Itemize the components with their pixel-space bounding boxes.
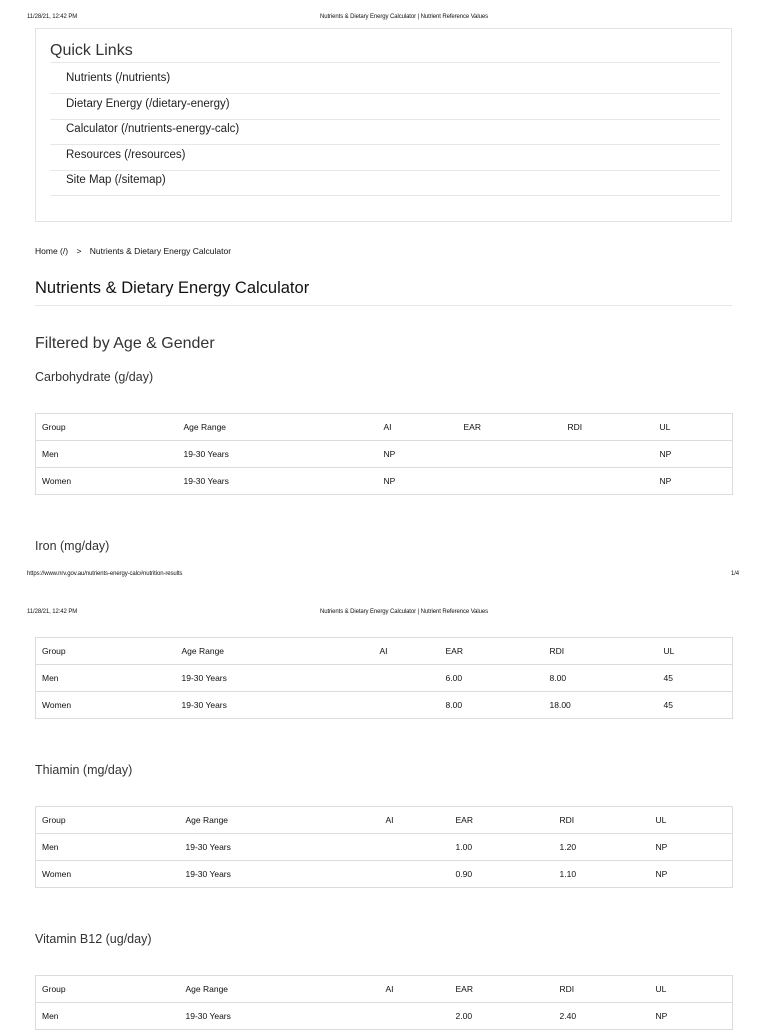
table-cell: Men bbox=[36, 1003, 180, 1030]
quick-link-resources[interactable]: Resources (/resources) bbox=[66, 149, 186, 161]
table-cell: 8.00 bbox=[544, 665, 658, 692]
column-header-group: Group bbox=[36, 976, 180, 1003]
table-cell: 19-30 Years bbox=[178, 468, 378, 495]
breadcrumb bbox=[35, 246, 237, 256]
column-header-rdi: RDI bbox=[562, 414, 654, 441]
table-cell: 1.20 bbox=[554, 834, 650, 861]
breadcrumb-home-link[interactable]: Home (/) bbox=[35, 246, 69, 256]
nutrient-table-carbohydrate bbox=[35, 413, 733, 495]
print-doc-title: Nutrients & Dietary Energy Calculator | Nutrient Reference Values bbox=[320, 609, 489, 615]
divider bbox=[50, 93, 720, 94]
column-header-ear: EAR bbox=[450, 807, 554, 834]
table-cell: Men bbox=[36, 834, 180, 861]
table-cell: NP bbox=[378, 468, 458, 495]
column-header-ear: EAR bbox=[450, 976, 554, 1003]
table-cell: NP bbox=[650, 861, 733, 888]
table-cell bbox=[458, 441, 562, 468]
table-cell: Men bbox=[36, 665, 176, 692]
table-cell: 19-30 Years bbox=[178, 441, 378, 468]
page-title: Nutrients & Dietary Energy Calculator bbox=[35, 279, 310, 297]
table-cell: NP bbox=[378, 441, 458, 468]
table-row bbox=[36, 692, 733, 719]
table-row bbox=[36, 468, 733, 495]
quick-links-title: Quick Links bbox=[50, 42, 133, 59]
table-cell: Women bbox=[36, 861, 180, 888]
column-header-ear: EAR bbox=[458, 414, 562, 441]
table-cell bbox=[562, 468, 654, 495]
column-header-ai: AI bbox=[380, 807, 450, 834]
table-cell: 1.10 bbox=[554, 861, 650, 888]
divider bbox=[50, 144, 720, 145]
column-header-ear: EAR bbox=[440, 638, 544, 665]
table-header-row bbox=[36, 976, 733, 1003]
column-header-rdi: RDI bbox=[544, 638, 658, 665]
table-cell: 19-30 Years bbox=[180, 861, 380, 888]
divider bbox=[50, 119, 720, 120]
nutrient-table-iron bbox=[35, 637, 733, 719]
table-cell: 1.00 bbox=[450, 834, 554, 861]
table-cell bbox=[458, 468, 562, 495]
table-row bbox=[36, 861, 733, 888]
nutrient-heading-carbohydrate: Carbohydrate (g/day) bbox=[35, 370, 154, 384]
column-header-rdi: RDI bbox=[554, 976, 650, 1003]
table-cell: 6.00 bbox=[440, 665, 544, 692]
print-url: https://www.nrv.gov.au/nutrients-energy-calc#nutrition-results bbox=[27, 571, 183, 577]
column-header-age-range: Age Range bbox=[180, 976, 380, 1003]
quick-links-panel bbox=[35, 28, 732, 222]
table-cell: 18.00 bbox=[544, 692, 658, 719]
breadcrumb-current: Nutrients & Dietary Energy Calculator bbox=[89, 246, 232, 256]
nutrient-heading-vitamin-b12: Vitamin B12 (ug/day) bbox=[35, 932, 152, 946]
table-cell: 19-30 Years bbox=[176, 665, 374, 692]
table-row bbox=[36, 665, 733, 692]
column-header-ul: UL bbox=[650, 976, 733, 1003]
table-cell: 45 bbox=[658, 665, 733, 692]
nutrient-table-vitamin-b12 bbox=[35, 975, 733, 1030]
nutrient-table-thiamin bbox=[35, 806, 733, 888]
table-cell: 19-30 Years bbox=[176, 692, 374, 719]
table-header-row bbox=[36, 807, 733, 834]
breadcrumb-separator: > bbox=[76, 246, 82, 256]
table-cell: 8.00 bbox=[440, 692, 544, 719]
print-datetime: 11/28/21, 12:42 PM bbox=[27, 609, 78, 615]
print-page-number: 1/4 bbox=[731, 571, 740, 577]
table-cell: NP bbox=[650, 1003, 733, 1030]
table-header-row bbox=[36, 414, 733, 441]
divider bbox=[50, 195, 720, 196]
table-row bbox=[36, 441, 733, 468]
table-cell: 2.40 bbox=[554, 1003, 650, 1030]
quick-link-sitemap[interactable]: Site Map (/sitemap) bbox=[66, 174, 166, 186]
table-row bbox=[36, 1003, 733, 1030]
nutrient-heading-thiamin: Thiamin (mg/day) bbox=[35, 763, 133, 777]
divider bbox=[50, 170, 720, 171]
table-cell: Men bbox=[36, 441, 178, 468]
table-cell bbox=[374, 665, 440, 692]
table-row bbox=[36, 834, 733, 861]
table-cell: NP bbox=[650, 834, 733, 861]
table-cell bbox=[562, 441, 654, 468]
divider bbox=[50, 62, 720, 63]
table-cell bbox=[380, 1003, 450, 1030]
column-header-ai: AI bbox=[380, 976, 450, 1003]
table-cell: 2.00 bbox=[450, 1003, 554, 1030]
column-header-rdi: RDI bbox=[554, 807, 650, 834]
column-header-ul: UL bbox=[650, 807, 733, 834]
column-header-age-range: Age Range bbox=[180, 807, 380, 834]
divider bbox=[35, 305, 732, 306]
quick-link-dietary-energy[interactable]: Dietary Energy (/dietary-energy) bbox=[66, 98, 230, 110]
print-doc-title: Nutrients & Dietary Energy Calculator | Nutrient Reference Values bbox=[320, 14, 489, 20]
print-datetime: 11/28/21, 12:42 PM bbox=[27, 14, 78, 20]
column-header-group: Group bbox=[36, 414, 178, 441]
quick-link-nutrients[interactable]: Nutrients (/nutrients) bbox=[66, 72, 171, 84]
table-cell: Women bbox=[36, 468, 178, 495]
table-cell: 19-30 Years bbox=[180, 834, 380, 861]
column-header-ul: UL bbox=[658, 638, 733, 665]
column-header-age-range: Age Range bbox=[178, 414, 378, 441]
table-cell bbox=[380, 861, 450, 888]
table-cell: Women bbox=[36, 692, 176, 719]
table-cell: NP bbox=[654, 468, 733, 495]
table-cell: 45 bbox=[658, 692, 733, 719]
table-cell: 19-30 Years bbox=[180, 1003, 380, 1030]
quick-link-calculator[interactable]: Calculator (/nutrients-energy-calc) bbox=[66, 123, 240, 135]
column-header-ai: AI bbox=[374, 638, 440, 665]
nutrient-heading-iron: Iron (mg/day) bbox=[35, 539, 110, 553]
table-cell: 0.90 bbox=[450, 861, 554, 888]
table-cell bbox=[374, 692, 440, 719]
table-header-row bbox=[36, 638, 733, 665]
column-header-age-range: Age Range bbox=[176, 638, 374, 665]
column-header-group: Group bbox=[36, 638, 176, 665]
table-cell bbox=[380, 834, 450, 861]
column-header-group: Group bbox=[36, 807, 180, 834]
filter-heading: Filtered by Age & Gender bbox=[35, 335, 215, 352]
column-header-ai: AI bbox=[378, 414, 458, 441]
column-header-ul: UL bbox=[654, 414, 733, 441]
table-cell: NP bbox=[654, 441, 733, 468]
